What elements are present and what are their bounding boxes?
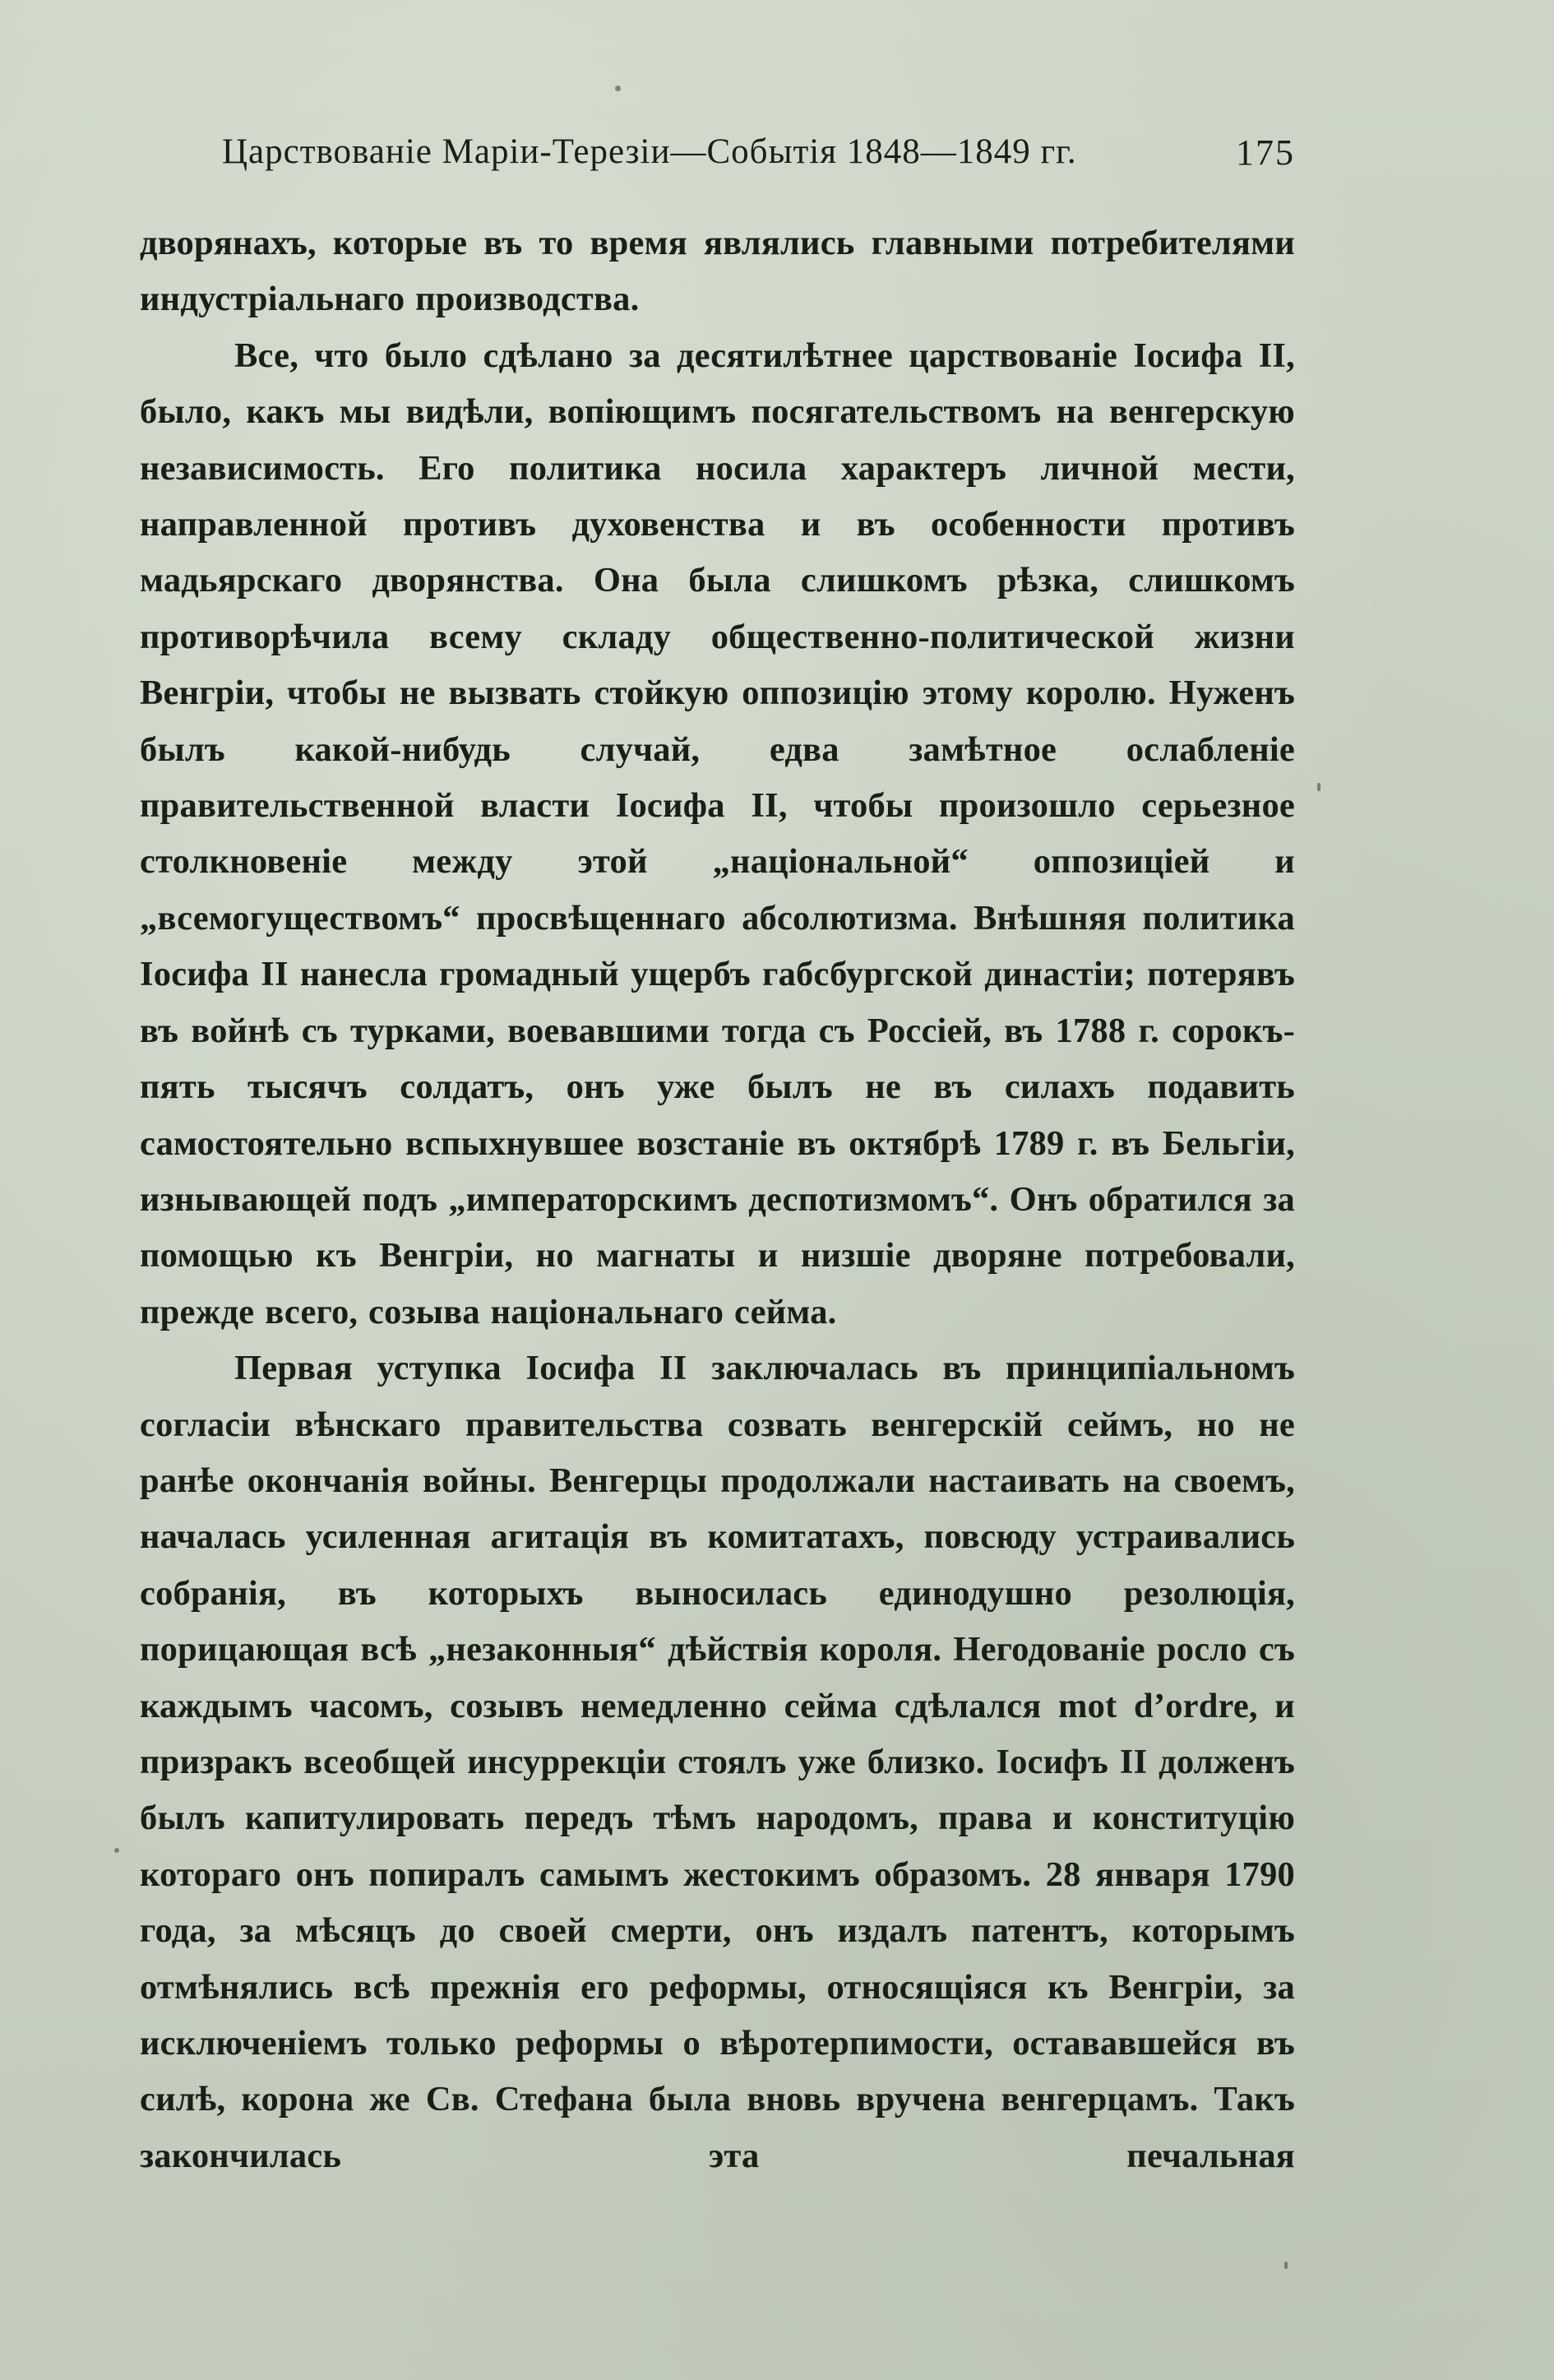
ink-speck	[1284, 2262, 1288, 2269]
paragraph: Все, что было сдѣлано за десятилѣтнее царствованіе Іосифа II, было, какъ мы видѣли, вопіющимъ посягательствомъ на венгерскую независимость. Его политика носила характеръ личной мести, направленной противъ духовенства и въ особенности противъ мадьярскаго дворянства. Она была слишкомъ рѣзка, слишкомъ противорѣчила всему складу общественно-политической жизни Венгріи, чтобы не вызвать стойкую оппозицію этому королю. Нуженъ былъ какой-нибудь случай, едва замѣтное ослабленіе правительственной власти Іосифа II, чтобы произошло серьезное столкновеніе между этой „національной“ оппозиціей и „всемогуществомъ“ просвѣщеннаго абсолютизма. Внѣшняя политика Іосифа II нанесла громадный ущербъ габсбургской династіи; потерявъ въ войнѣ съ турками, воевавшими тогда съ Россіей, въ 1788 г. сорокъ-пять тысячъ солдатъ, онъ уже былъ не въ силахъ подавить самостоятельно вспыхнувшее возстаніе въ октябрѣ 1789 г. въ Бельгіи, изнывающей подъ „императорскимъ деспотизмомъ“. Онъ обратился за помощью къ Венгріи, но магнаты и низшіе дворяне потребовали, прежде всего, созыва національнаго сейма.	[140, 336, 1295, 1331]
ink-speck	[1317, 783, 1320, 791]
paragraph-continued: дворянахъ, которые въ то время являлись главными потребителями индустріальнаго производства.	[140, 224, 1295, 319]
ink-speck	[114, 1848, 119, 1853]
body-text	[140, 215, 1295, 2184]
ink-speck	[615, 86, 621, 91]
running-head: Царствованіе Маріи-Терезіи—Событія 1848—1849 гг.	[222, 132, 1077, 171]
page-number: 175	[1236, 132, 1295, 173]
page-header	[140, 132, 1295, 181]
paragraph: Первая уступка Іосифа II заключалась въ принципіальномъ согласіи вѣнскаго правительства созвать венгерскій сеймъ, но не ранѣе окончанія войны. Венгерцы продолжали настаивать на своемъ, началась усиленная агитація въ комитатахъ, повсюду устраивались собранія, въ которыхъ выносилась единодушно резолюція, порицающая всѣ „незаконныя“ дѣйствія короля. Негодованіе росло съ каждымъ часомъ, созывъ немедленно сейма сдѣлался mot d’ordre, и призракъ всеобщей инсуррекціи стоялъ уже близко. Іосифъ II долженъ былъ капитулировать передъ тѣмъ народомъ, права и конституцію котораго онъ попиралъ самымъ жестокимъ образомъ. 28 января 1790 года, за мѣсяцъ до своей смерти, онъ издалъ патентъ, которымъ отмѣнялись всѣ прежнія его реформы, относящіяся къ Венгріи, за исключеніемъ только реформы о вѣротерпимости, остававшейся въ силѣ, корона же Св. Стефана была вновь вручена венгерцамъ. Такъ закончилась эта печальная	[140, 1349, 1295, 2175]
